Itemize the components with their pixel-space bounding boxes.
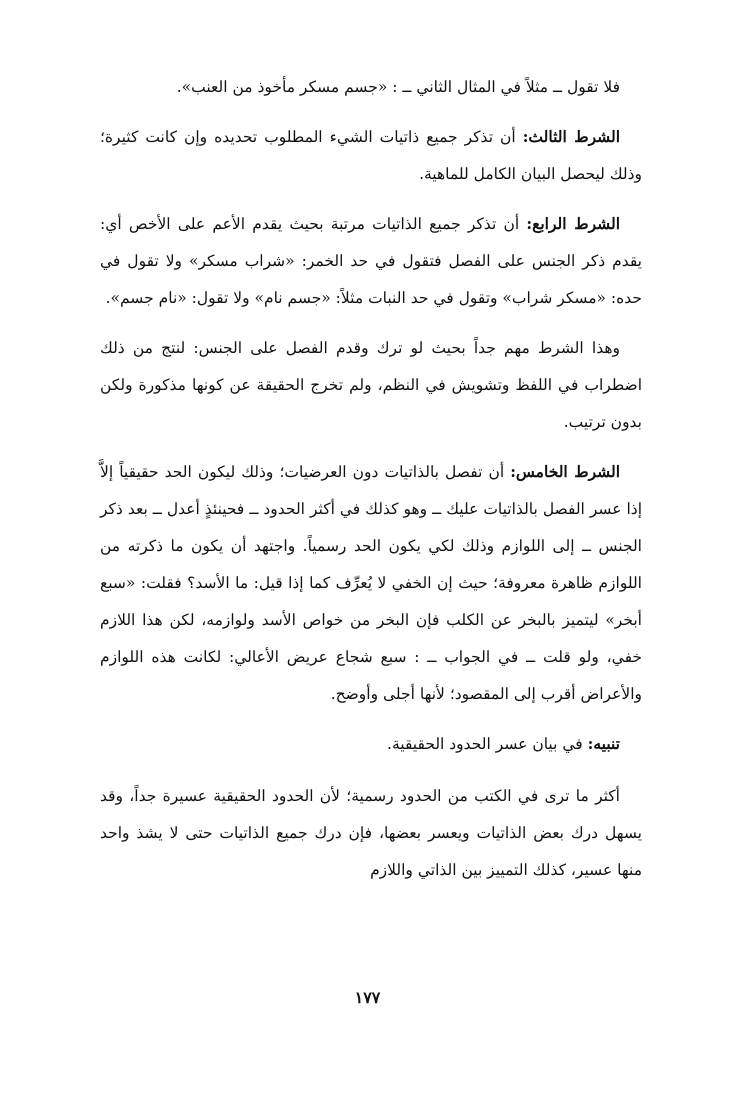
paragraph-7	[100, 777, 642, 889]
paragraph-5-lead: الشرط الخامس:	[510, 462, 620, 481]
paragraph-2-lead: الشرط الثالث:	[522, 127, 621, 146]
paragraph-2-text: أن تذكر جميع ذاتيات الشيء المطلوب تحديده وإن كانت كثيرة؛ وذلك ليحصل البيان الكامل للماهية.	[100, 128, 642, 183]
paragraph-6-lead: تنبيه:	[587, 734, 620, 753]
page-number: ١٧٧	[354, 988, 381, 1007]
paragraph-3-lead: الشرط الرابع:	[526, 214, 620, 233]
paragraph-4	[100, 329, 642, 441]
page-body	[100, 68, 642, 901]
paragraph-5	[100, 453, 642, 713]
paragraph-5-text: أن تفصل بالذاتيات دون العرضيات؛ وذلك ليكون الحد حقيقياً إلاَّ إذا عسر الفصل بالذاتيات عليك ــ وهو كذلك في أكثر الحدود ــ فحينئذٍ أعدل ــ بعد ذكر الجنس ــ إلى اللوازم وذلك لكي يكون الحد رسمياً. واجتهد أن يكون ما ذكرته من اللوازم ظاهرة معروفة؛ حيث إن الخفي لا يُعرِّف كما إذا قيل: ما الأسد؟ فقلت: «سبع أبخر» ليتميز بالبخر عن الكلب فإن البخر من خواص الأسد ولوازمه، لكن هذا اللازم خفي، ولو قلت ــ في الجواب ــ : سبع شجاع عريض الأعالي: لكانت هذه اللوازم والأعراض أقرب إلى المقصود؛ لأنها أجلى وأوضح.	[100, 463, 642, 703]
paragraph-7-text: أكثر ما ترى في الكتب من الحدود رسمية؛ لأن الحدود الحقيقية عسيرة جداً، وقد يسهل درك بعض الذاتيات ويعسر بعضها، فإن درك جميع الذاتيات حتى لا يشذ واحد منها عسير، كذلك التمييز بين الذاتي واللازم	[100, 787, 642, 879]
paragraph-1-text: فلا تقول ــ مثلاً في المثال الثاني ــ : «جسم مسكر مأخوذ من العنب».	[176, 78, 620, 96]
paragraph-2	[100, 118, 642, 193]
paragraph-1	[100, 68, 642, 106]
paragraph-3	[100, 205, 642, 317]
paragraph-6-text: في بيان عسر الحدود الحقيقية.	[387, 735, 588, 753]
paragraph-4-text: وهذا الشرط مهم جداً بحيث لو ترك وقدم الفصل على الجنس: لنتج من ذلك اضطراب في اللفظ وتشويش في النظم، ولم تخرج الحقيقة عن كونها مذكورة ولكن بدون ترتيب.	[100, 339, 642, 431]
paragraph-6-note	[100, 725, 642, 763]
paragraph-3-text: أن تذكر جميع الذاتيات مرتبة بحيث يقدم الأعم على الأخص أي: يقدم ذكر الجنس على الفصل فتقول في حد الخمر: «شراب مسكر» ولا تقول في حده: «مسكر شراب» وتقول في حد النبات مثلاً: «جسم نام» ولا تقول: «نام جسم».	[100, 215, 642, 307]
